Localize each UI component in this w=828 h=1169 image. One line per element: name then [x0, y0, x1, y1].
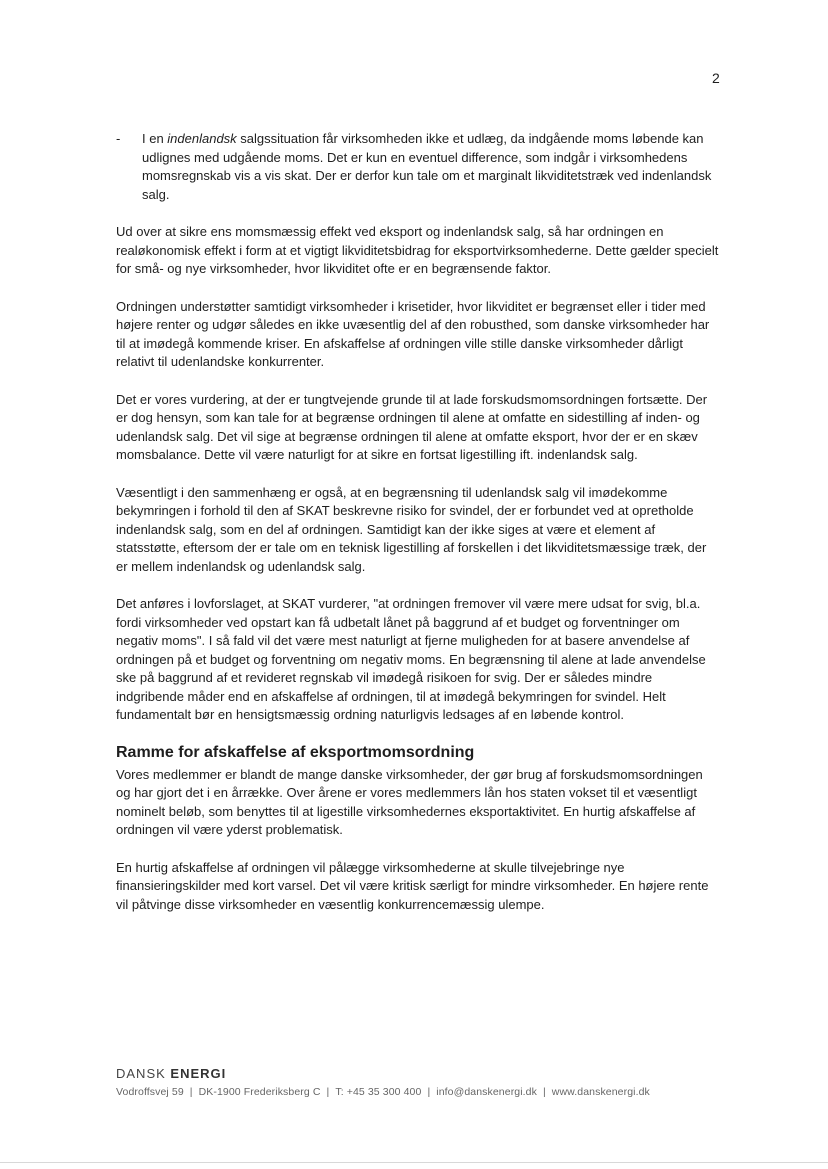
footer-email[interactable]: info@danskenergi.dk — [436, 1086, 537, 1098]
bullet-item — [116, 130, 720, 204]
footer-city: DK-1900 Frederiksberg C — [198, 1086, 321, 1098]
bullet-emphasis: indenlandsk — [167, 131, 237, 146]
logo-light-text: DANSK — [116, 1066, 171, 1081]
footer-contact — [116, 1086, 736, 1098]
letter-body — [116, 130, 720, 933]
bullet-prefix: I en — [142, 131, 168, 146]
paragraph-fraud-risk: Væsentligt i den sammenhæng er også, at en begrænsning til udenlandsk salg vil imødekomme bekymringen i forhold til den af SKAT beskrevne risiko for svindel, der er forbundet ved at opretholde indenlandsk salg, som en del af ordningen. Samtidigt kan der ikke siges at være et element af statsstøtte, eftersom der er tale om en teknisk ligestilling af forskellen i det likviditetsmæssige træk, der er mellem indenlandsk og udenlandsk salg. — [116, 484, 707, 574]
paragraph-financing: En hurtig afskaffelse af ordningen vil pålægge virksomhederne at skulle tilvejebringe nye finansieringskilder med kort varsel. Det vil være kritisk særligt for mindre virksomheder. En højere rente vil påtvinge disse virksomheder en væsentlig konkurrencemæssig ulempe. — [116, 859, 709, 912]
paragraph-assessment: Det er vores vurdering, at der er tungtvejende grunde til at lade forskudsmomsordningen fortsætte. Der er dog hensyn, som kan tale for at begrænse ordningen til alene at omfatte en sidestilling af inden- og udenlandsk salg. Det vil sige at begrænse ordningen til alene at omfatte eksport, hvor der er en skæv momsbalance. Dette vil være naturligt for at sikre en fortsat ligestilling ift. indenlandsk salg. — [116, 391, 708, 462]
footer-address: Vodroffsvej 59 — [116, 1086, 184, 1098]
page-bottom-divider — [0, 1162, 828, 1163]
paragraph-effect: Ud over at sikre ens momsmæssig effekt ved eksport og indenlandsk salg, så har ordningen en realøkonomisk effekt i form at et vigtigt likviditetsbidrag for eksportvirksomhederne. Dette gælder specielt for små- og nye virksomheder, hvor likviditet ofte er en begrænsende faktor. — [116, 224, 719, 276]
bullet-text: salgssituation får virksomheden ikke et udlæg, da indgående moms løbende kan udlignes med udgående moms. Det er kun en eventuel difference, som indgår i virksomhedens momsregnskab vis a vis skat. Der er derfor kun tale om et marginalt likviditetstræk ved indenlandsk salg. — [142, 131, 712, 202]
company-logo — [116, 1066, 736, 1081]
footer-phone: T: +45 35 300 400 — [335, 1086, 422, 1098]
footer-separator: | — [326, 1086, 330, 1098]
logo-bold-text: ENERGI — [170, 1066, 227, 1081]
bullet-dash: - — [116, 131, 121, 146]
paragraph-bill: Det anføres i lovforslaget, at SKAT vurderer, "at ordningen fremover vil være mere udsat for svig, bl.a. fordi virksomheder ved opstart kan få udbetalt lånet på baggrund af et budget og forventninger om negativ moms". I så fald vil det være mest naturligt at fjerne muligheden for at basere anvendelse af ordningen på et budget og forventning om negativ moms. En begrænsning til alene at lade anvendelse ske på baggrund af et revideret regnskab vil imødegå risikoen for svig. Der er således mindre indgribende måder end en afskaffelse af ordningen, til at imødegå bekymringen for svindel. Helt fundamentalt bør en hensigtsmæssig ordning naturligvis ledsages af en løbende kontrol. — [116, 596, 706, 722]
section-heading: Ramme for afskaffelse af eksportmomsordning — [116, 743, 475, 761]
footer — [116, 1066, 736, 1098]
footer-website[interactable]: www.danskenergi.dk — [551, 1086, 650, 1098]
paragraph-crisis: Ordningen understøtter samtidigt virksomheder i krisetider, hvor likviditet er begrænset eller i tider med højere renter og udgør således en ikke uvæsentlig del af den robusthed, som danske virksomheder har til at imødegå kommende kriser. En afskaffelse af ordningen ville stille danske virksomheder dårligt relativt til udenlandske konkurrenter. — [116, 298, 710, 369]
footer-separator: | — [542, 1086, 546, 1098]
footer-separator: | — [427, 1086, 431, 1098]
page-number: 2 — [712, 70, 720, 86]
paragraph-members: Vores medlemmer er blandt de mange danske virksomheder, der gør brug af forskudsmomsordningen og har gjort det i en årrække. Over årene er vores medlemmers lån hos staten vokset til et væsentligt nominelt beløb, som benyttes til at ligestille virksomhedernes eksportaktivitet. En hurtig afskaffelse af ordningen vil være yderst problematisk. — [116, 766, 703, 837]
footer-separator: | — [189, 1086, 193, 1098]
